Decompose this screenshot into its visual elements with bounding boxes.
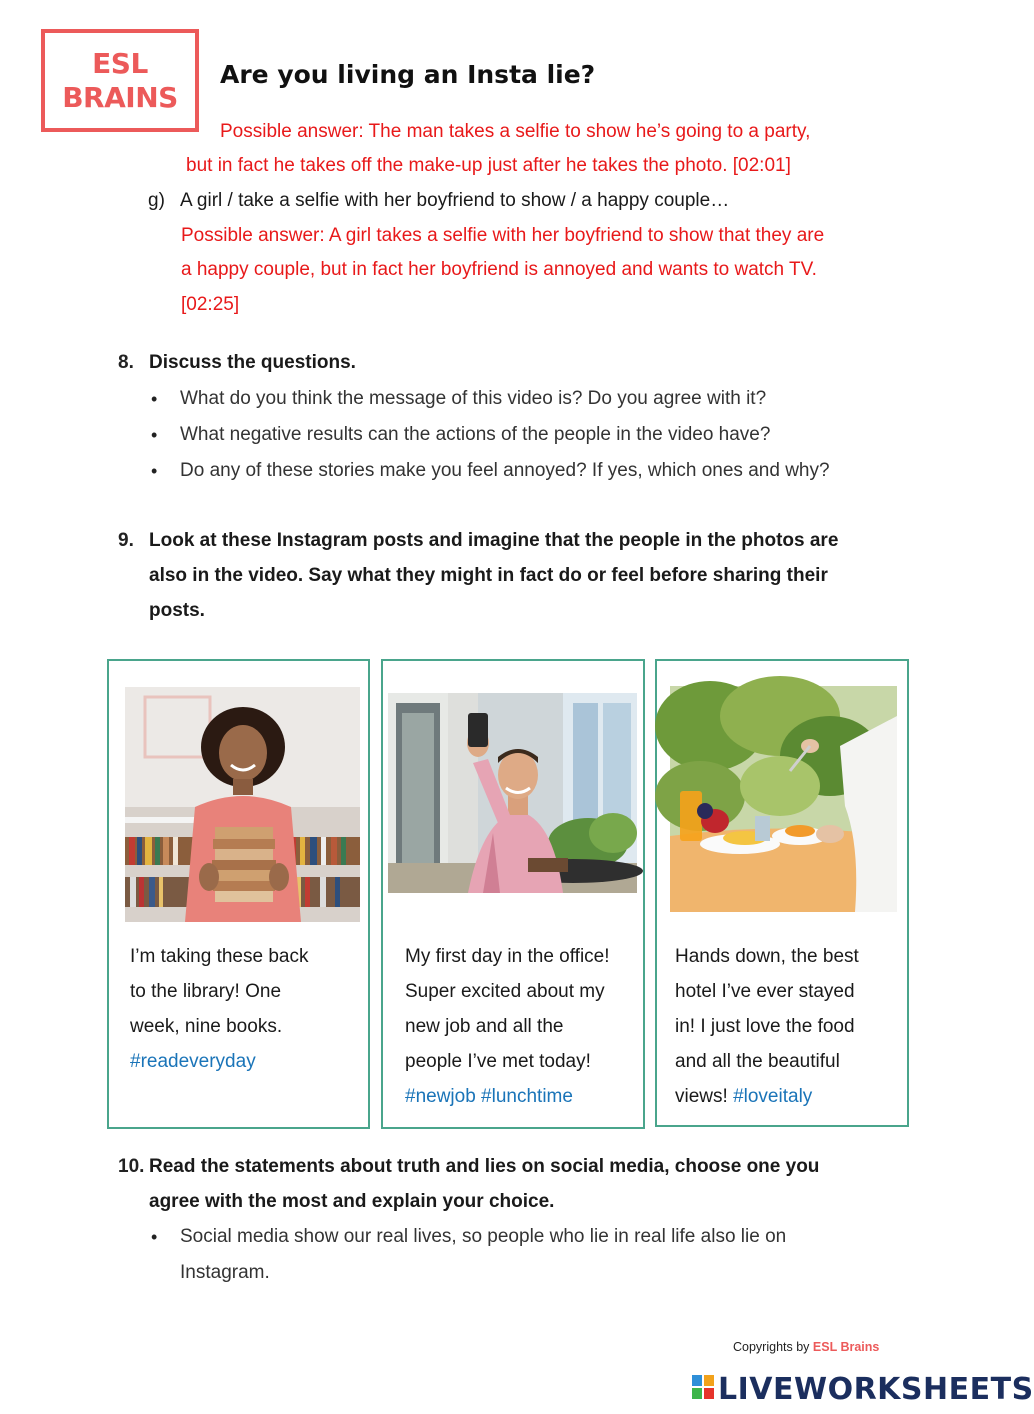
copyright-prefix: Copyrights by — [733, 1340, 813, 1354]
post-2-caption — [405, 939, 610, 1114]
post-3-line-4: and all the beautiful — [675, 1051, 840, 1072]
post-1-caption — [130, 939, 308, 1079]
q10-bullet-1 — [149, 1219, 909, 1291]
post-2-line-2: Super excited about my — [405, 981, 605, 1002]
post-3-caption — [675, 939, 859, 1114]
item-g-answer-line-3: [02:25] — [181, 294, 240, 315]
q8-bullet-2: • What negative results can the actions of the people in the video have? — [149, 417, 909, 453]
item-g-label: g) — [148, 190, 165, 211]
logo-line-2: BRAINS — [62, 80, 178, 114]
post-3-line-1: Hands down, the best — [675, 946, 859, 967]
post-1-line-3: week, nine books. — [130, 1016, 283, 1037]
q10-bullet-list — [149, 1219, 909, 1291]
liveworksheets-icon — [692, 1375, 714, 1404]
post-1-hashtags: #readeveryday — [130, 1051, 256, 1072]
post-3-line-2: hotel I’ve ever stayed — [675, 981, 855, 1002]
q10-line-2: agree with the most and explain your choice. — [149, 1191, 555, 1212]
post-2-line-4: people I’ve met today! — [405, 1051, 591, 1072]
item-g-text: A girl / take a selfie with her boyfriend to show / a happy couple… — [180, 190, 730, 211]
q8-heading: Discuss the questions. — [149, 352, 356, 373]
q8-bullet-1: • What do you think the message of this video is? Do you agree with it? — [149, 381, 909, 417]
post-1-line-2: to the library! One — [130, 981, 282, 1002]
instagram-post-hotel — [655, 659, 909, 1127]
q10-number: 10. — [118, 1156, 145, 1177]
post-3-last-prefix: views! — [675, 1086, 734, 1107]
q9-line-1: Look at these Instagram posts and imagine that the people in the photos are — [149, 530, 839, 551]
answer-f-line-2: but in fact he takes off the make-up just after he takes the photo. [02:01] — [186, 155, 791, 176]
post-1-line-1: I’m taking these back — [130, 946, 309, 967]
q10-line-1: Read the statements about truth and lies on social media, choose one you — [149, 1156, 820, 1177]
q9-line-2: also in the video. Say what they might in fact do or feel before sharing their — [149, 565, 828, 586]
esl-brains-logo — [41, 29, 199, 132]
q8-bullet-3: • Do any of these stories make you feel annoyed? If yes, which ones and why? — [149, 453, 909, 489]
item-g-answer-line-1: Possible answer: A girl takes a selfie with her boyfriend to show that they are — [181, 225, 825, 246]
q9-number: 9. — [118, 530, 134, 551]
copyright-notice — [733, 1340, 879, 1354]
q10-bullet-line-2: Instagram. — [180, 1262, 270, 1283]
copyright-brand: ESL Brains — [812, 1340, 880, 1354]
post-3-hashtags: #loveitaly — [733, 1086, 813, 1107]
answer-f-line-1: Possible answer: The man takes a selfie to show he’s going to a party, — [220, 121, 811, 142]
post-2-line-1: My first day in the office! — [405, 946, 610, 967]
q9-line-3: posts. — [149, 600, 205, 621]
q8-number: 8. — [118, 352, 134, 373]
instagram-post-office — [381, 659, 645, 1129]
post-2-hashtags: #newjob #lunchtime — [405, 1086, 573, 1107]
photo-girl-with-books — [125, 687, 360, 922]
item-g-answer-line-2: a happy couple, but in fact her boyfriend is annoyed and wants to watch TV. — [181, 259, 817, 280]
photo-man-selfie — [388, 693, 637, 893]
q10-bullet-line-1: Social media show our real lives, so people who lie in real life also lie on — [180, 1226, 787, 1247]
post-3-line-5 — [675, 1079, 859, 1114]
page-title: Are you living an Insta lie? — [220, 60, 596, 89]
liveworksheets-logo[interactable] — [692, 1372, 1034, 1407]
post-3-line-3: in! I just love the food — [675, 1016, 855, 1037]
photo-hotel-breakfast — [670, 686, 897, 912]
logo-line-1: ESL — [92, 46, 148, 80]
liveworksheets-text: LIVEWORKSHEETS — [718, 1372, 1034, 1407]
post-2-line-3: new job and all the — [405, 1016, 564, 1037]
instagram-post-library — [107, 659, 370, 1129]
q8-bullet-list — [149, 381, 909, 489]
